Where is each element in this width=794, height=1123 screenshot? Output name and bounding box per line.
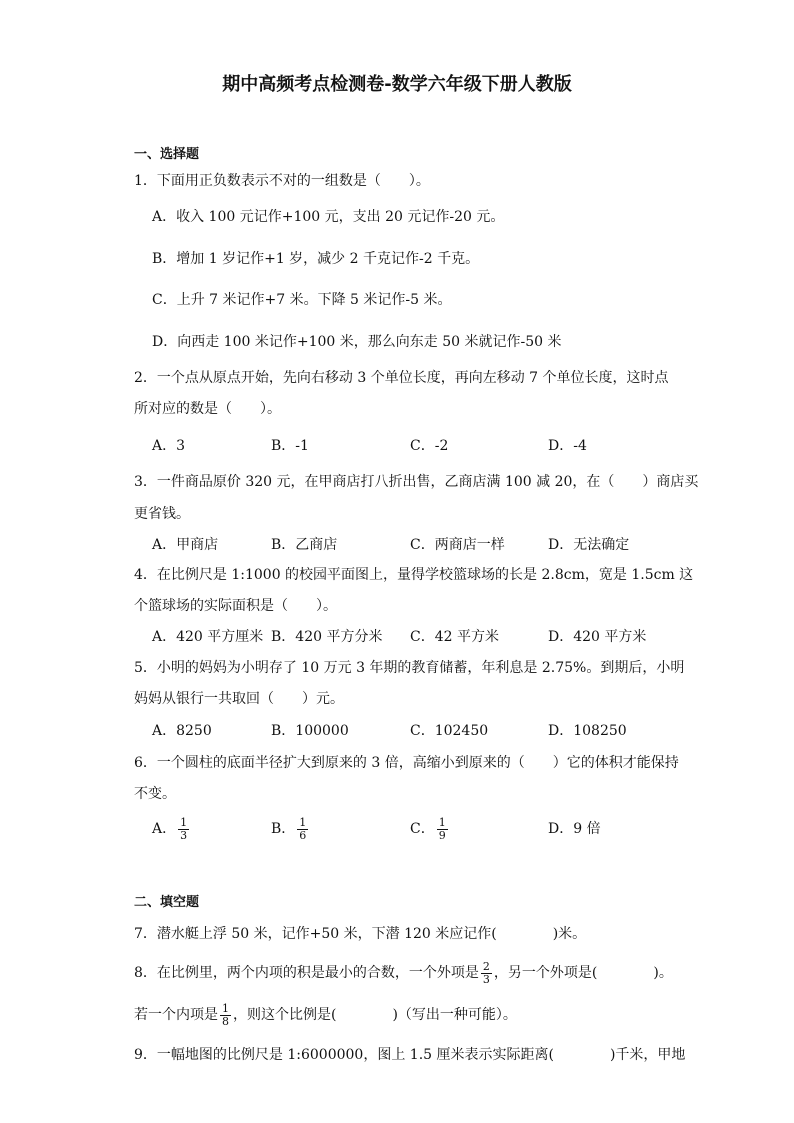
fraction-numerator: 2 xyxy=(482,959,490,973)
question-2-stem-line-2: 所对应的数是（ ）。 xyxy=(134,401,281,417)
fraction-numerator: 1 xyxy=(299,815,307,829)
question-8-text-part-2: ，另一个外项是( )。 xyxy=(493,965,673,981)
fraction-denominator: 8 xyxy=(222,1014,229,1028)
fraction-denominator: 9 xyxy=(438,828,446,842)
question-5-option-d: D．108250 xyxy=(548,723,627,739)
question-3-option-d: D．无法确定 xyxy=(548,537,630,553)
question-2-option-d: D．-4 xyxy=(548,438,587,454)
question-4-stem-line-1: 4．在比例尺是 1:1000 的校园平面图上，量得学校篮球场的长是 2.8cm，宽是 1.5cm 这 xyxy=(134,567,694,583)
option-c-label: C． xyxy=(410,821,435,837)
fraction-denominator: 6 xyxy=(299,828,307,842)
fraction xyxy=(220,1003,231,1028)
question-6-stem-line-2: 不变。 xyxy=(134,786,176,802)
question-4-option-a: A．420 平方厘米 xyxy=(152,629,264,645)
question-4-stem-line-2: 个篮球场的实际面积是（ ）。 xyxy=(134,598,337,614)
question-1-stem: 1．下面用正负数表示不对的一组数是（ ）。 xyxy=(134,173,430,189)
question-5-option-a: A．8250 xyxy=(152,723,212,739)
question-1-option-c: C．上升 7 米记作+7 米。下降 5 米记作-5 米。 xyxy=(152,292,452,308)
question-5-stem-line-1: 5．小明的妈妈为小明存了 10 万元 3 年期的教育储蓄，年利息是 2.75%。到期后，小明 xyxy=(134,660,685,676)
question-1-option-d: D．向西走 100 米记作+100 米，那么向东走 50 米就记作-50 米 xyxy=(152,334,562,350)
question-4-option-d: D．420 平方米 xyxy=(548,629,647,645)
question-8-text-part-1: 8．在比例里，两个内项的积是最小的合数，一个外项是 xyxy=(134,965,479,981)
question-6-option-d: D．9 倍 xyxy=(548,821,601,837)
question-1-option-b: B．增加 1 岁记作+1 岁，减少 2 千克记作-2 千克。 xyxy=(152,251,480,267)
question-7-stem: 7．潜水艇上浮 50 米，记作+50 米，下潜 120 米应记作( )米。 xyxy=(134,926,587,942)
question-5-option-b: B．100000 xyxy=(271,723,349,739)
question-4-option-c: C．42 平方米 xyxy=(410,629,499,645)
fraction-numerator: 1 xyxy=(180,815,188,829)
question-8-stem-line-2 xyxy=(134,1000,517,1030)
question-8-text-part-4: ，则这个比例是( )（写出一种可能）。 xyxy=(233,1007,517,1023)
question-4-option-b: B．420 平方分米 xyxy=(271,629,383,645)
fraction-denominator: 3 xyxy=(180,828,188,842)
question-5-stem-line-2: 妈妈从银行一共取回（ ）元。 xyxy=(134,691,344,707)
fraction xyxy=(178,817,189,842)
question-6-option-b xyxy=(271,814,310,844)
page-title: 期中高频考点检测卷-数学六年级下册人教版 xyxy=(222,74,572,95)
fraction-denominator: 3 xyxy=(482,972,490,986)
question-6-option-c xyxy=(410,814,450,844)
question-2-stem-line-1: 2．一个点从原点开始，先向右移动 3 个单位长度，再向左移动 7 个单位长度，这时点 xyxy=(134,370,669,386)
question-3-option-b: B．乙商店 xyxy=(271,537,338,553)
question-6-stem-line-1: 6．一个圆柱的底面半径扩大到原来的 3 倍，高缩小到原来的（ ）它的体积才能保持 xyxy=(134,755,679,771)
section-heading-choice: 一、选择题 xyxy=(134,147,200,162)
fraction xyxy=(481,961,492,986)
question-2-option-b: B．-1 xyxy=(271,438,309,454)
question-3-option-c: C．两商店一样 xyxy=(410,537,505,553)
fraction-numerator: 1 xyxy=(438,815,446,829)
question-2-option-c: C．-2 xyxy=(410,438,449,454)
fraction xyxy=(437,817,448,842)
question-6-option-a xyxy=(152,814,191,844)
option-a-label: A． xyxy=(152,821,177,837)
question-9-stem: 9．一幅地图的比例尺是 1:6000000，图上 1.5 厘米表示实际距离( )千米，甲地 xyxy=(134,1047,686,1063)
question-8-stem-line-1 xyxy=(134,958,673,988)
question-2-option-a: A．3 xyxy=(152,438,186,454)
fraction-numerator: 1 xyxy=(222,1001,229,1015)
question-3-option-a: A．甲商店 xyxy=(152,537,219,553)
question-3-stem-line-2: 更省钱。 xyxy=(134,506,190,522)
question-3-stem-line-1: 3．一件商品原价 320 元，在甲商店打八折出售，乙商店满 100 减 20，在（ ）商店买 xyxy=(134,474,699,490)
option-b-label: B． xyxy=(271,821,296,837)
question-5-option-c: C．102450 xyxy=(410,723,489,739)
question-8-text-part-3: 若一个内项是 xyxy=(134,1007,218,1023)
fraction xyxy=(297,817,308,842)
section-heading-fill: 二、填空题 xyxy=(134,895,200,910)
question-1-option-a: A．收入 100 元记作+100 元，支出 20 元记作-20 元。 xyxy=(152,209,505,225)
